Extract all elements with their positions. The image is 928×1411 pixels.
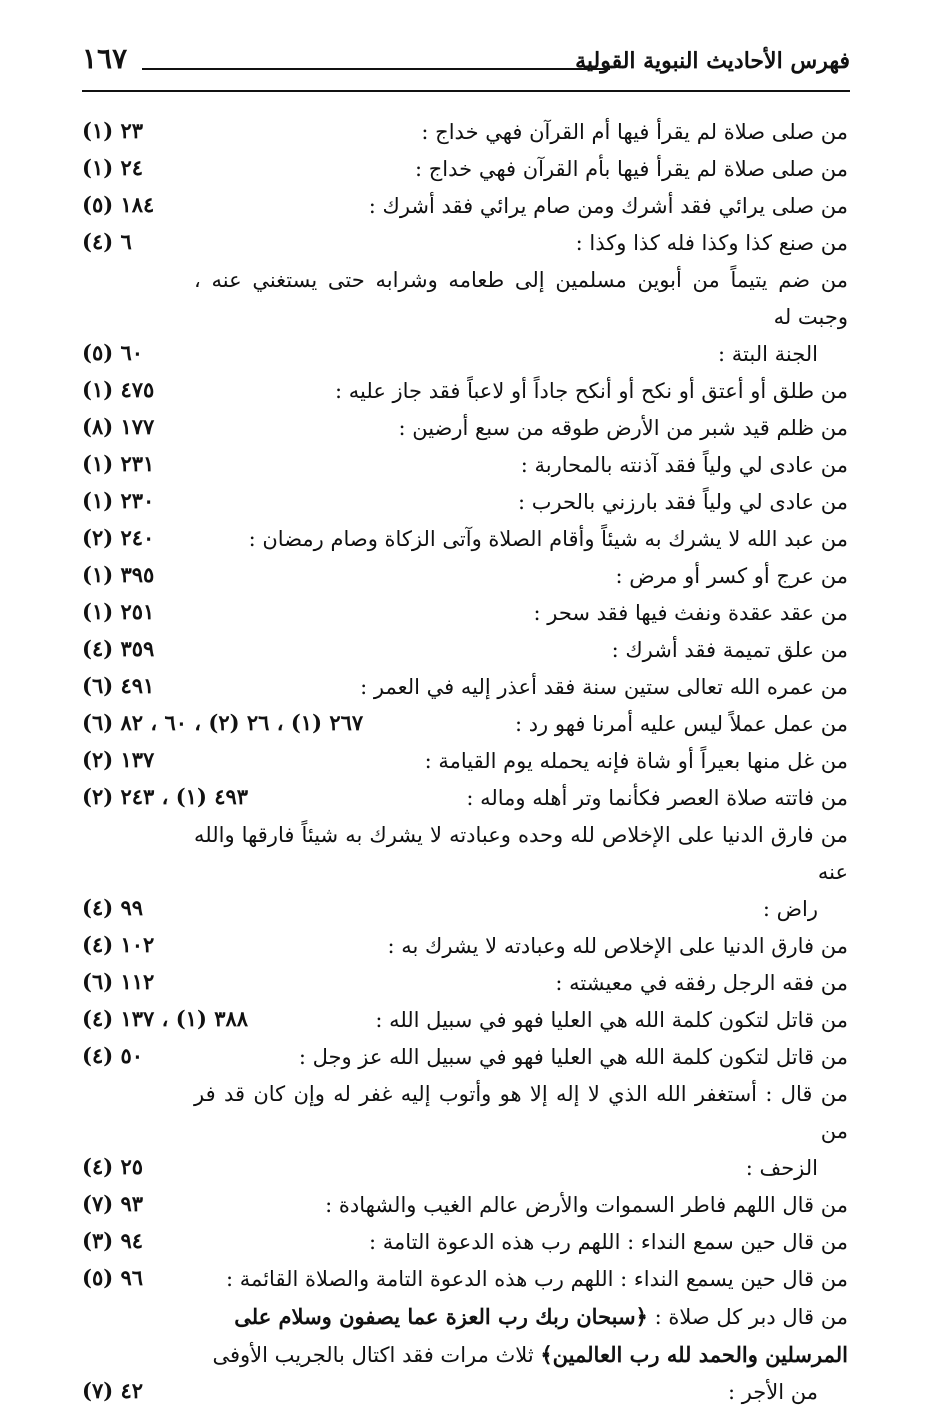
page-reference: ٤٢ (٧) [82, 1378, 144, 1403]
index-entry [82, 1039, 850, 1076]
hadith-text: من فاتته صلاة العصر فكأنما وتر أهله وماله : [466, 786, 848, 810]
index-entry [82, 1002, 850, 1039]
page-reference: ٣٩٥ (١) [82, 562, 155, 587]
hadith-text: من فارق الدنيا على الإخلاص لله وعبادته لا يشرك به : [387, 934, 848, 958]
hadith-rest: ثلاث مرات فقد اكتال بالجريب الأوفى [212, 1343, 534, 1367]
page-reference: ٥٠ (٤) [82, 1043, 144, 1068]
hadith-text: من عقد عقدة ونفث فيها فقد سحر : [533, 601, 848, 625]
index-entry [82, 447, 850, 484]
hadith-text: من عادى لي ولياً فقد آذنته بالمحاربة : [520, 453, 848, 477]
index-entry [82, 595, 850, 632]
page-reference: ١٣٧ (٢) [82, 747, 155, 772]
index-entry [82, 558, 850, 595]
page-reference: ٣٨٨ (١) ، ١٣٧ (٤) [82, 1006, 249, 1031]
index-entry [82, 669, 850, 706]
index-entry [82, 521, 850, 558]
index-entry [82, 1076, 850, 1187]
page-reference: ٩٩ (٤) [82, 895, 144, 920]
hadith-text: من صلى صلاة لم يقرأ فيها بأم القرآن فهي خداج : [415, 157, 848, 181]
quran-quote: المرسلين والحمد لله رب العالمين﴾ [540, 1342, 848, 1367]
page-reference: ٣٥٩ (٤) [82, 636, 155, 661]
index-entry [82, 1224, 850, 1261]
index-entry [82, 743, 850, 780]
hadith-lead: من قال دبر كل صلاة : [654, 1305, 848, 1329]
page-reference: ٢٥ (٤) [82, 1154, 144, 1179]
page-reference: ١٨٤ (٥) [82, 192, 155, 217]
hadith-text [122, 1298, 848, 1336]
page-reference: ١٠٢ (٤) [82, 932, 155, 957]
hadith-text: من عمل عملاً ليس عليه أمرنا فهو رد : [514, 712, 848, 736]
page-reference: ٢٣١ (١) [82, 451, 155, 476]
hadith-text-continuation: الزحف : [745, 1156, 818, 1180]
hadith-text: من قال اللهم فاطر السموات والأرض عالم الغيب والشهادة : [325, 1193, 848, 1217]
index-entry [82, 780, 850, 817]
header-rule [142, 68, 610, 70]
hadith-text: من صلى صلاة لم يقرأ فيها أم القرآن فهي خداج : [421, 120, 848, 144]
page-reference: ٦ (٤) [82, 229, 132, 254]
index-entry [82, 1261, 850, 1298]
hadith-text: من قال حين سمع النداء : اللهم رب هذه الدعوة التامة : [369, 1230, 848, 1254]
page-reference: ٩٦ (٥) [82, 1265, 144, 1290]
index-entry [82, 1298, 850, 1411]
page-reference: ٢٤٠ (٢) [82, 525, 155, 550]
page-reference: ١٧٧ (٨) [82, 414, 155, 439]
running-title: فهرس الأحاديث النبوية القولية [575, 48, 850, 74]
page-reference: ٩٤ (٣) [82, 1228, 144, 1253]
hadith-text: من غل منها بعيراً أو شاة فإنه يحمله يوم القيامة : [424, 749, 848, 773]
hadith-text: من عادى لي ولياً فقد بارزني بالحرب : [517, 490, 848, 514]
page-reference: ١١٢ (٦) [82, 969, 155, 994]
index-entry [82, 373, 850, 410]
hadith-text: من صنع كذا وكذا فله كذا وكذا : [575, 231, 848, 255]
hadith-index-list [82, 114, 850, 1411]
hadith-text: من صلى يرائي فقد أشرك ومن صام يرائي فقد أشرك : [368, 194, 848, 218]
index-entry [82, 1187, 850, 1224]
index-entry [82, 262, 850, 373]
hadith-text-line [122, 1336, 848, 1374]
hadith-text: من فارق الدنيا على الإخلاص لله وحده وعبادته لا يشرك به شيئاً فارقها والله عنه [194, 823, 848, 884]
hadith-text: من عبد الله لا يشرك به شيئاً وأقام الصلاة وآتى الزكاة وصام رمضان : [248, 527, 848, 551]
index-entry [82, 965, 850, 1002]
hadith-text: من ضم يتيماً من أبوين مسلمين إلى طعامه وشرابه حتى يستغني عنه ، وجبت له [194, 268, 848, 329]
index-entry [82, 410, 850, 447]
page-header [82, 42, 850, 92]
hadith-text: من عرج أو كسر أو مرض : [615, 564, 848, 588]
hadith-text: من ظلم قيد شبر من الأرض طوقه من سبع أرضين : [398, 416, 848, 440]
page-number: ١٦٧ [82, 42, 128, 75]
index-entry [82, 188, 850, 225]
hadith-text: من قاتل لتكون كلمة الله هي العليا فهو في سبيل الله عز وجل : [298, 1045, 848, 1069]
page-reference: ٤٩٣ (١) ، ٢٤٣ (٢) [82, 784, 249, 809]
hadith-text: من طلق أو أعتق أو نكح أو أنكح جاداً أو لاعباً فقد جاز عليه : [335, 379, 848, 403]
index-entry [82, 817, 850, 928]
hadith-text: من قال حين يسمع النداء : اللهم رب هذه الدعوة التامة والصلاة القائمة : [226, 1267, 848, 1291]
quran-quote: ﴿سبحان ربك رب العزة عما يصفون وسلام على [234, 1304, 648, 1329]
index-entry [82, 114, 850, 151]
page-reference: ٤٩١ (٦) [82, 673, 155, 698]
index-entry [82, 484, 850, 521]
index-entry [82, 928, 850, 965]
hadith-text: من علق تميمة فقد أشرك : [611, 638, 848, 662]
page-reference: ٢٥١ (١) [82, 599, 155, 624]
hadith-text: من قال : أستغفر الله الذي لا إله إلا هو وأتوب إليه غفر له وإن كان قد فر من [194, 1082, 848, 1143]
hadith-text: من قاتل لتكون كلمة الله هي العليا فهو في سبيل الله : [375, 1008, 848, 1032]
hadith-text-continuation: من الأجر : [727, 1380, 818, 1404]
page-reference: ٩٣ (٧) [82, 1191, 144, 1216]
index-entry [82, 151, 850, 188]
page-reference: ٢٦٧ (١) ، ٢٦ (٢) ، ٦٠ ، ٨٢ (٦) [82, 710, 364, 735]
index-entry [82, 225, 850, 262]
page-reference: ٦٠ (٥) [82, 340, 144, 365]
hadith-text-continuation: راض : [762, 897, 818, 921]
page-reference: ٢٤ (١) [82, 155, 144, 180]
index-entry [82, 706, 850, 743]
page-reference: ٢٣ (١) [82, 118, 144, 143]
hadith-text: من عمره الله تعالى ستين سنة فقد أعذر إليه في العمر : [360, 675, 848, 699]
index-entry [82, 632, 850, 669]
hadith-text: من فقه الرجل رفقه في معيشته : [555, 971, 848, 995]
hadith-text-continuation: الجنة البتة : [718, 342, 818, 366]
page-reference: ٢٣٠ (١) [82, 488, 155, 513]
page-reference: ٤٧٥ (١) [82, 377, 155, 402]
